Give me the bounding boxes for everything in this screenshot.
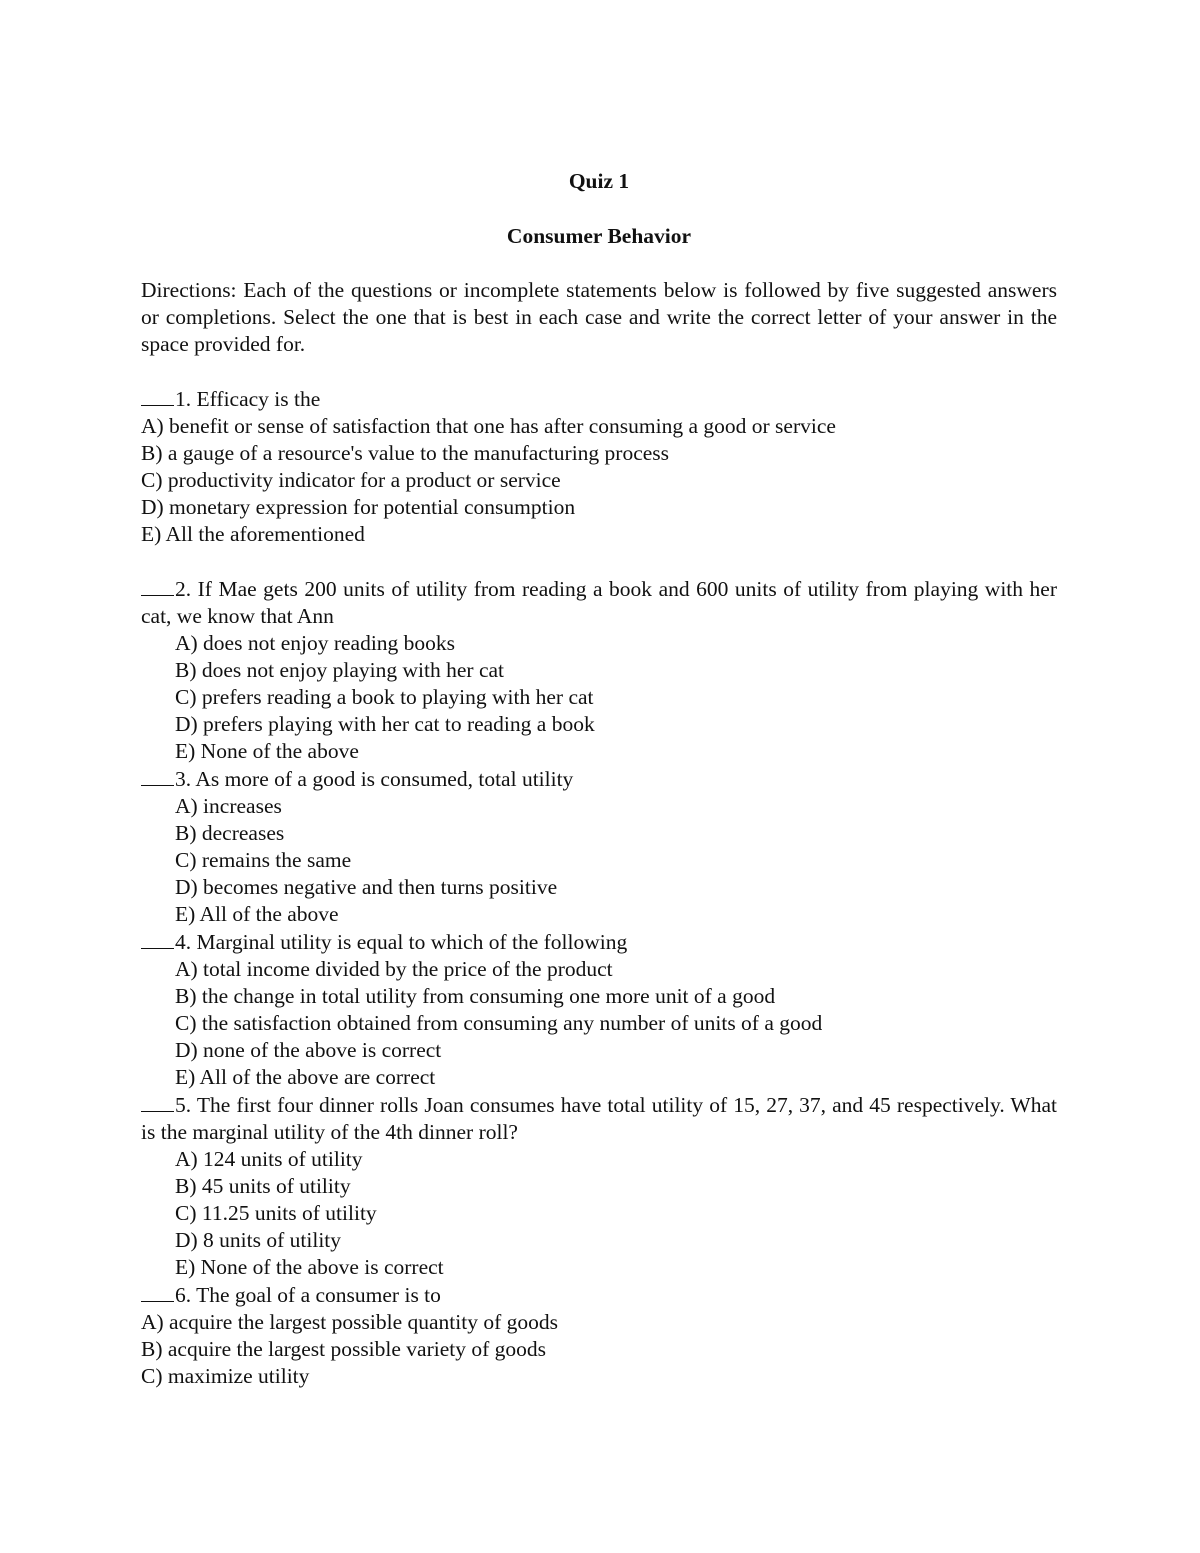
option-b: B) does not enjoy playing with her cat bbox=[175, 658, 504, 682]
option-a: A) increases bbox=[175, 794, 282, 818]
option-a: A) 124 units of utility bbox=[175, 1147, 363, 1171]
question-2 bbox=[141, 575, 1057, 765]
answer-blank[interactable] bbox=[141, 1281, 174, 1302]
question-stem bbox=[141, 385, 1057, 413]
option-a: A) acquire the largest possible quantity of goods bbox=[141, 1310, 558, 1334]
question-text: 2. If Mae gets 200 units of utility from reading a book and 600 units of utility from playing with her cat, we know that Ann bbox=[141, 577, 1057, 628]
answer-blank[interactable] bbox=[141, 385, 174, 406]
option-b: B) 45 units of utility bbox=[175, 1174, 351, 1198]
option-c: C) maximize utility bbox=[141, 1364, 310, 1388]
option-b: B) acquire the largest possible variety of goods bbox=[141, 1337, 547, 1361]
answer-blank[interactable] bbox=[141, 928, 174, 949]
page-subtitle: Consumer Behavior bbox=[506, 224, 692, 248]
option-e: E) All of the above bbox=[175, 902, 339, 926]
question-5 bbox=[141, 1091, 1057, 1281]
question-text: 3. As more of a good is consumed, total utility bbox=[175, 767, 574, 791]
page-title: Quiz 1 bbox=[568, 169, 630, 193]
question-6 bbox=[141, 1281, 1057, 1390]
option-d: D) none of the above is correct bbox=[175, 1038, 442, 1062]
option-d: D) 8 units of utility bbox=[175, 1228, 342, 1252]
option-d: D) monetary expression for potential consumption bbox=[141, 495, 576, 519]
option-a: A) benefit or sense of satisfaction that one has after consuming a good or service bbox=[141, 414, 836, 438]
option-b: B) decreases bbox=[175, 821, 285, 845]
question-text: 1. Efficacy is the bbox=[175, 387, 321, 411]
question-text: 6. The goal of a consumer is to bbox=[175, 1283, 441, 1307]
question-text: 5. The first four dinner rolls Joan consumes have total utility of 15, 27, 37, and 45 respectively. What is the marginal utility of the 4th dinner roll? bbox=[141, 1093, 1057, 1144]
document-body bbox=[141, 168, 1057, 1390]
option-a: A) does not enjoy reading books bbox=[175, 631, 456, 655]
option-c: C) the satisfaction obtained from consuming any number of units of a good bbox=[175, 1011, 823, 1035]
question-4 bbox=[141, 928, 1057, 1091]
option-b: B) the change in total utility from consuming one more unit of a good bbox=[175, 984, 776, 1008]
question-1 bbox=[141, 385, 1057, 548]
option-e: E) None of the above is correct bbox=[175, 1255, 444, 1279]
option-c: C) remains the same bbox=[175, 848, 352, 872]
question-stem bbox=[141, 765, 1057, 793]
question-stem bbox=[141, 1281, 1057, 1309]
option-c: C) 11.25 units of utility bbox=[175, 1201, 377, 1225]
question-3 bbox=[141, 765, 1057, 928]
question-stem bbox=[141, 575, 1057, 630]
question-stem bbox=[141, 1091, 1057, 1146]
option-e: E) All of the above are correct bbox=[175, 1065, 436, 1089]
option-c: C) productivity indicator for a product or service bbox=[141, 468, 561, 492]
question-text: 4. Marginal utility is equal to which of the following bbox=[175, 930, 628, 954]
option-d: D) becomes negative and then turns positive bbox=[175, 875, 558, 899]
option-e: E) All the aforementioned bbox=[141, 522, 365, 546]
option-d: D) prefers playing with her cat to reading a book bbox=[175, 712, 595, 736]
option-b: B) a gauge of a resource's value to the manufacturing process bbox=[141, 441, 670, 465]
answer-blank[interactable] bbox=[141, 1091, 174, 1112]
option-c: C) prefers reading a book to playing with her cat bbox=[175, 685, 594, 709]
answer-blank[interactable] bbox=[141, 765, 174, 786]
question-stem bbox=[141, 928, 1057, 956]
directions-paragraph: Directions: Each of the questions or incomplete statements below is followed by five suggested answers or completions. Select the one that is best in each case and write the correct letter of your answer in the space provided for. bbox=[141, 278, 1057, 356]
answer-blank[interactable] bbox=[141, 575, 174, 596]
option-e: E) None of the above bbox=[175, 739, 359, 763]
option-a: A) total income divided by the price of the product bbox=[175, 957, 613, 981]
